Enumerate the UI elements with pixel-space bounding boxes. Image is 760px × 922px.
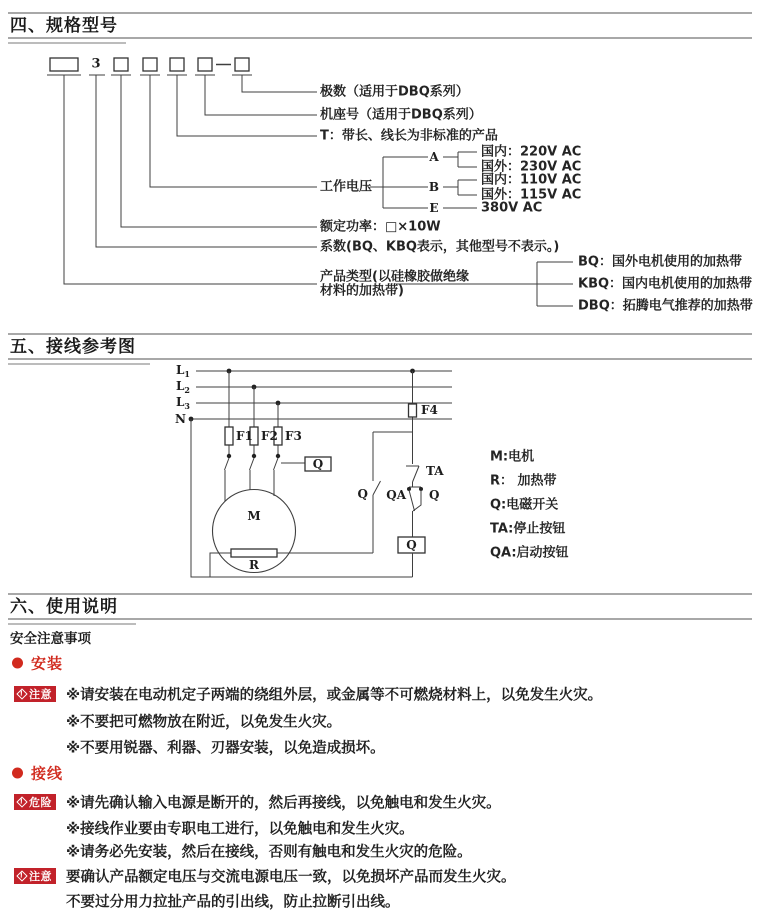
wiring-heading: 接线 bbox=[31, 764, 64, 783]
rule bbox=[8, 358, 752, 360]
aux-contact-q-label: Q bbox=[429, 488, 440, 502]
notice-badge-label: 注意 bbox=[29, 870, 52, 883]
install-heading: 安装 bbox=[31, 654, 64, 673]
label-b-domestic: 国内：110V AC bbox=[481, 172, 582, 188]
heater-resistor-box bbox=[231, 549, 277, 557]
install-row: ※不要把可燃物放在附近，以免发生火灾。 bbox=[66, 714, 342, 731]
label-product-1: 产品类型(以硅橡胶做绝缘 bbox=[320, 269, 469, 285]
node-l1: $L_1$ bbox=[175, 362, 190, 380]
label-bq: BQ：国外电机使用的加热带 bbox=[578, 254, 742, 270]
model-code-digit: 3 bbox=[91, 56, 101, 72]
wiring-row: ※接线作业要由专职电工进行，以免触电和发生火灾。 bbox=[66, 821, 414, 838]
legend-start: QA:启动按钮 bbox=[490, 545, 569, 561]
danger-badge-label: 危险 bbox=[29, 796, 52, 809]
label-e-voltage: 380V AC bbox=[481, 200, 543, 216]
section-4-title: 四、规格型号 bbox=[10, 16, 118, 36]
label-power: 额定功率：□×10W bbox=[320, 219, 441, 235]
label-nonstandard: T：带长、线长为非标准的产品 bbox=[320, 128, 498, 144]
fuse-f2-label: F2 bbox=[261, 429, 278, 443]
node-n: N bbox=[175, 412, 186, 426]
notice-badge-label: 注意 bbox=[29, 688, 52, 701]
wiring-row: 要确认产品额定电压与交流电源电压一致，以免损坏产品而发生火灾。 bbox=[66, 869, 516, 886]
wiring-row: 不要过分用力拉扯产品的引出线，防止拉断引出线。 bbox=[66, 894, 400, 911]
node-l3: $L_3$ bbox=[175, 394, 190, 412]
section-5-title: 五、接线参考图 bbox=[10, 337, 136, 357]
legend-stop: TA:停止按钮 bbox=[490, 521, 566, 537]
label-kbq: KBQ：国内电机使用的加热带 bbox=[578, 276, 753, 292]
label-dbq: DBQ：拓腾电气推荐的加热带 bbox=[578, 298, 753, 314]
rule-short bbox=[8, 363, 150, 365]
danger-badge bbox=[14, 794, 56, 810]
legend-motor: M:电机 bbox=[490, 449, 535, 465]
label-frame: 机座号（适用于DBQ系列） bbox=[320, 107, 482, 123]
rule-short bbox=[8, 42, 126, 44]
notice-badge bbox=[14, 686, 56, 702]
fuse-f1-label: F1 bbox=[236, 429, 253, 443]
alert-diamond-icon: ! bbox=[16, 870, 27, 881]
contactor-blades bbox=[225, 458, 306, 501]
section-6-title: 六、使用说明 bbox=[10, 597, 118, 617]
rule-short bbox=[8, 623, 136, 625]
motor-m-label: M bbox=[247, 509, 261, 523]
node-l2: $L_2$ bbox=[175, 378, 190, 396]
section-4-header bbox=[8, 12, 752, 44]
bullet-icon bbox=[12, 658, 23, 669]
install-row: ※不要用锐器、利器、刃器安装，以免造成损坏。 bbox=[66, 740, 385, 757]
label-a-foreign: 国外：230V AC bbox=[481, 159, 582, 175]
model-code-boxes bbox=[47, 58, 252, 75]
coil-q-label: Q bbox=[406, 538, 417, 552]
legend-heater: R： 加热带 bbox=[490, 473, 557, 489]
label-poles: 极数（适用于DBQ系列） bbox=[320, 84, 469, 100]
start-button-qa bbox=[407, 482, 423, 537]
label-product-2: 材料的加热带) bbox=[320, 283, 404, 299]
fuse-f3-label: F3 bbox=[285, 429, 302, 443]
heater-switch-q-label: Q bbox=[357, 487, 368, 501]
wiring-row: ※请务必先安装，然后在接线，否则有触电和发生火灾的危险。 bbox=[66, 844, 472, 861]
label-branch-b: B bbox=[428, 180, 440, 194]
notice-badge bbox=[14, 868, 56, 884]
safety-subtitle: 安全注意事项 bbox=[10, 631, 91, 647]
alert-diamond-icon: ! bbox=[16, 688, 27, 699]
alert-diamond-icon: ! bbox=[16, 796, 27, 807]
fuse-f4-symbol bbox=[409, 371, 417, 464]
contactor-q-label: Q bbox=[312, 457, 324, 471]
fuse-f4-label: F4 bbox=[421, 403, 438, 417]
label-a-domestic: 国内：220V AC bbox=[481, 144, 582, 160]
section-5-header bbox=[8, 333, 752, 365]
install-row: ※请安装在电动机定子两端的绕组外层，或金属等不可燃烧材料上，以免发生火灾。 bbox=[66, 687, 603, 704]
start-button-qa-label: QA bbox=[386, 488, 406, 502]
label-voltage: 工作电压 bbox=[320, 179, 373, 195]
bullet-icon bbox=[12, 768, 23, 779]
label-branch-a: A bbox=[429, 150, 439, 164]
rule bbox=[8, 37, 752, 39]
wiring-row: ※请先确认输入电源是断开的，然后再接线，以免触电和发生火灾。 bbox=[66, 795, 501, 812]
stop-button-ta-label: TA bbox=[426, 464, 444, 478]
section-6-header bbox=[8, 593, 752, 625]
label-branch-e: E bbox=[429, 201, 439, 215]
fuse-f1-symbol bbox=[225, 371, 233, 456]
rule bbox=[8, 618, 752, 620]
label-coefficient: 系数(BQ、KBQ表示，其他型号不表示。) bbox=[320, 239, 560, 255]
stop-button-ta bbox=[406, 466, 419, 482]
heater-r-label: R bbox=[249, 558, 259, 572]
fuse-f2-symbol bbox=[250, 387, 258, 456]
legend-switch: Q:电磁开关 bbox=[490, 497, 559, 513]
label-b-foreign: 国外：115V AC bbox=[481, 187, 582, 203]
